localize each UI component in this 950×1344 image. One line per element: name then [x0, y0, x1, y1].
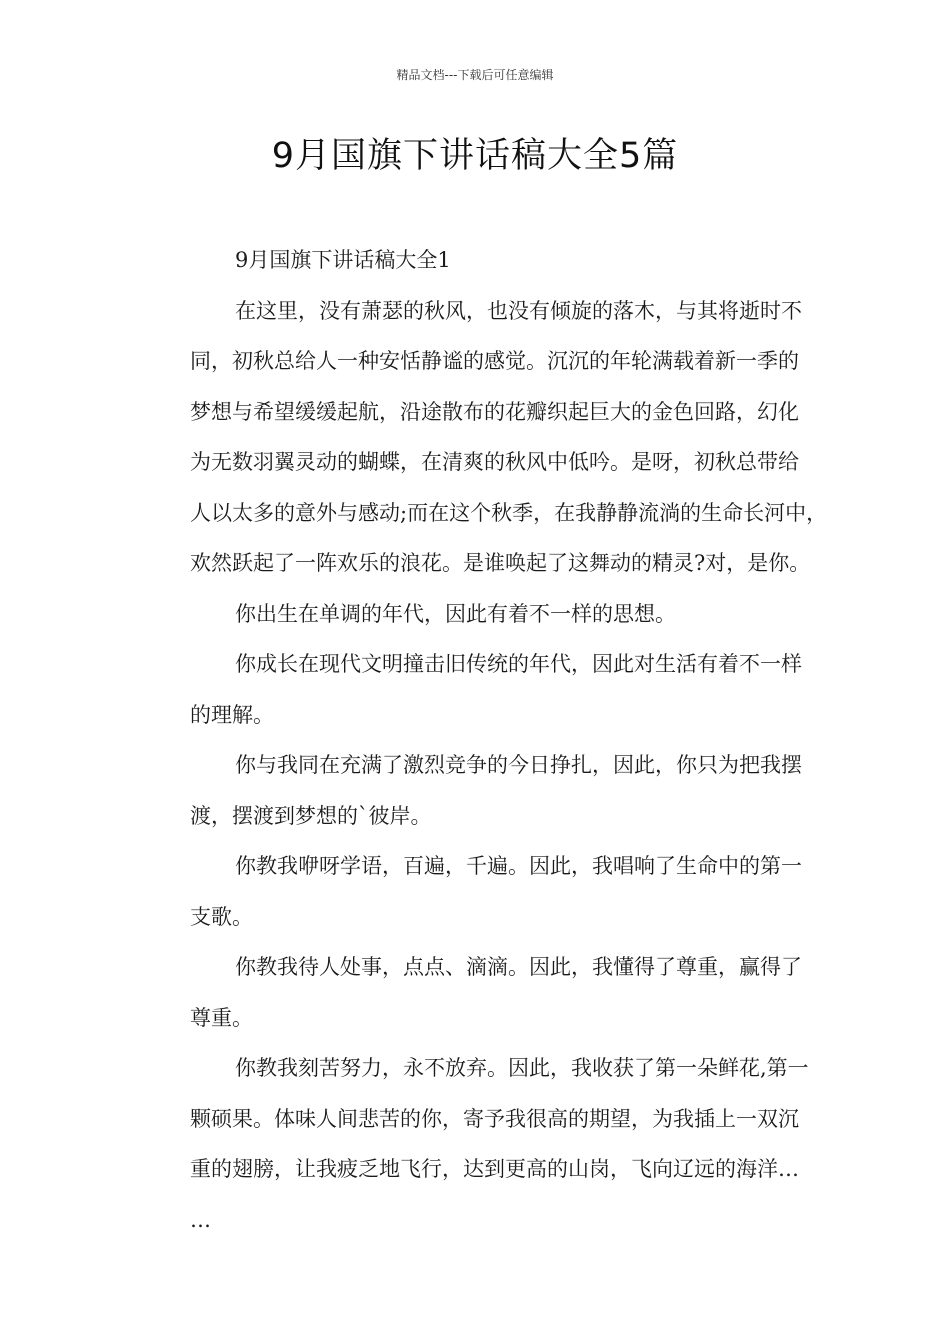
text-line: 支歌。 [190, 904, 253, 929]
text-line: 梦想与希望缓缓起航，沿途散布的花瓣织起巨大的金色回路，幻化 [190, 399, 799, 424]
text-line: 在这里，没有萧瑟的秋风，也没有倾旋的落木，与其将逝时不 [235, 298, 802, 323]
text-line: 重的翅膀，让我疲乏地飞行，达到更高的山岗，飞向辽远的海洋… [190, 1157, 799, 1181]
text-line: 为无数羽翼灵动的蝴蝶，在清爽的秋风中低吟。是呀，初秋总带给 [190, 450, 799, 474]
paragraph [145, 942, 807, 1043]
text-line: 的理解。 [190, 702, 274, 727]
paragraph [145, 841, 807, 942]
text-line: 你成长在现代文明撞击旧传统的年代，因此对生活有着不一样 [235, 652, 802, 676]
text-line: 9月国旗下讲话稿大全1 [235, 248, 451, 272]
text-line: 你教我咿呀学语，百遍，千遍。因此，我唱响了生命中的第一 [235, 854, 802, 878]
paragraph [145, 1043, 807, 1245]
text-line: 你与我同在充满了激烈竞争的今日挣扎，因此，你只为把我摆 [235, 753, 802, 777]
paragraph [145, 740, 807, 841]
document-body [145, 235, 828, 1245]
text-line: 你出生在单调的年代，因此有着不一样的思想。 [235, 601, 676, 626]
paragraph [145, 639, 807, 740]
text-line: … [190, 1207, 211, 1232]
text-line: 你教我待人处事，点点、滴滴。因此，我懂得了尊重，赢得了 [235, 955, 802, 979]
text-line: 欢然跃起了一阵欢乐的浪花。是谁唤起了这舞动的精灵?对，是你。 [190, 551, 811, 575]
document-title: 9月国旗下讲话稿大全5篇 [271, 136, 679, 176]
text-line: 尊重。 [190, 1005, 253, 1030]
header-note: 精品文档---下载后可任意编辑 [396, 68, 554, 82]
text-line: 同，初秋总给人一种安恬静谧的感觉。沉沉的年轮满载着新一季的 [190, 349, 799, 373]
paragraph [145, 589, 807, 640]
paragraph-subtitle [145, 235, 807, 286]
text-line: 你教我刻苦努力，永不放弃。因此，我收获了第一朵鲜花,第一 [235, 1056, 809, 1080]
text-line: 人以太多的意外与感动;而在这个秋季，在我静静流淌的生命长河中， [190, 500, 828, 525]
paragraph [145, 286, 828, 589]
text-line: 渡，摆渡到梦想的`彼岸。 [190, 803, 432, 828]
text-line: 颗硕果。体味人间悲苦的你，寄予我很高的期望，为我插上一双沉 [190, 1106, 799, 1131]
